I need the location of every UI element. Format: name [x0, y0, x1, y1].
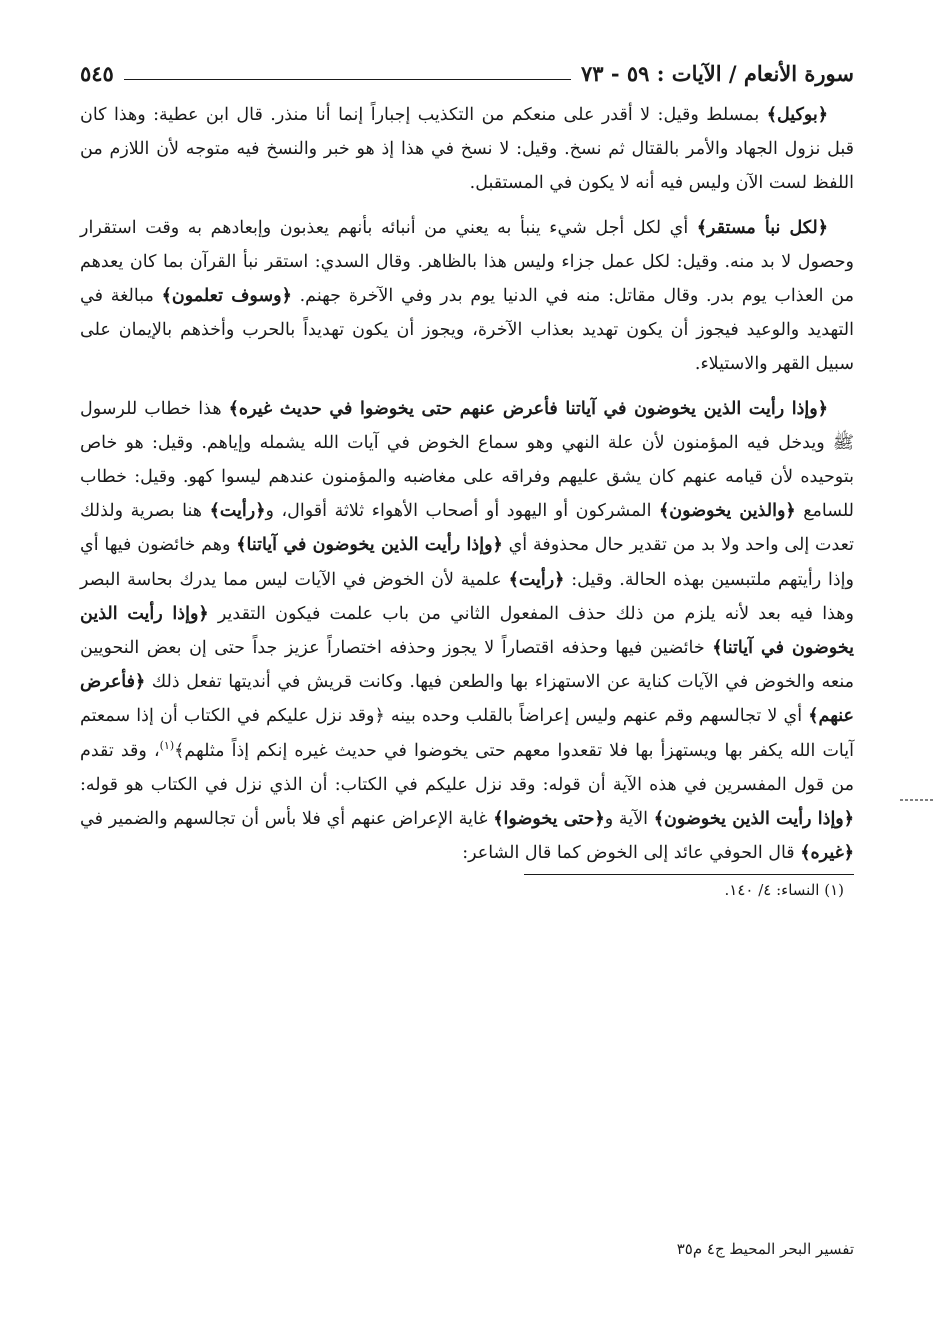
quranic-quote: ﴿رأيت﴾: [508, 569, 565, 590]
commentary-run: أي لكل أجل شيء ينبأ به يعني من أنبائه بأنهم يعذبون وإبعادهم به وقت استقرار وحصول لا بد منه. وقيل: لكل عمل جزاء وليس هذا بالظاهر. وقال السدي: استقر نبأ القرآن بما كان يعدهم من العذاب يوم بدر. وقال مقاتل: منه في الدنيا يوم بدر وفي الآخرة جهنم.: [80, 217, 854, 307]
margin-scan-mark: [900, 798, 934, 802]
footnotes: [80, 881, 854, 899]
quranic-quote: ﴿غيره﴾: [800, 843, 854, 864]
commentary-run: بمسلط وقيل: لا أقدر على منعكم من التكذيب إجباراً إنما أنا منذر. قال ابن عطية: وهذا كان قبل نزول الجهاد والأمر بالقتال ثم نسخ. وقيل: لا نسخ في هذا إذ هو خبر والنسخ فيه متوجه لأن اللازم من اللفظ لست الآن وليس فيه أنه لا يكون في المستقبل.: [80, 105, 854, 194]
quranic-quote: ﴿والذين يخوضون﴾: [659, 501, 796, 522]
quranic-quote: ﴿لكل نبأ مستقر﴾: [696, 217, 828, 238]
footnote-rule: [524, 874, 854, 875]
quranic-quote: ﴿وإذا رأيت الذين يخوضون في آياتنا﴾: [80, 603, 854, 659]
commentary-run: هذا خطاب للرسول ﷺ ويدخل فيه المؤمنون لأن علة النهي وهو سماع الخوض في آيات الله يشمله وإياهم. وقيل: هو خاص بتوحيده لأن قيامه عنهم كان يشق عليهم وفراقه على مغاضبه والمؤمنون عندهم ليسوا كهو. وقيل: خطاب للسامع: [80, 398, 854, 522]
quranic-quote: ﴿وسوف تعلمون﴾: [161, 286, 292, 307]
commentary-run: هنا بصرية ولذلك تعدت إلى واحد ولا بد من تقدير حال محذوفة أي: [80, 501, 854, 556]
commentary-run: أي لا تجالسهم وقم عنهم وليس إعراضاً بالقلب وحده بينه ﴿وقد نزل عليكم في الكتاب أن إذا سمعتم آيات الله يكفر بها ويستهزأ بها فلا تقعدوا معهم حتى يخوضوا في حديث غيره إنكم إذاً مثلهم﴾: [80, 706, 854, 761]
commentary-run: ، وقد تقدم من قول المفسرين في هذه الآية أن قوله: وقد نزل عليكم في الكتاب: أن الذي نزل في الكتاب هو قوله:: [80, 740, 854, 795]
paragraph: [80, 211, 854, 382]
commentary-text: [80, 98, 854, 870]
commentary-run: خائضين فيها وحذفه اقتصاراً لا يجوز وحذفه اختصاراً عزيز جداً حتى إن بعض النحويين منعه والخوض في الآيات كناية عن الاستهزاء بها والطعن فيها. وكانت قريش في أنديتها تفعل ذلك: [80, 638, 854, 693]
quranic-quote: ﴿وإذا رأيت الذين يخوضون﴾: [653, 809, 855, 830]
paragraph: [80, 98, 854, 201]
footnote-marker: (١): [159, 738, 175, 752]
commentary-run: وهم خائضون فيها أي وإذا رأيتهم ملتبسين بهذه الحالة. وقيل:: [80, 535, 854, 590]
quranic-quote: ﴿رأيت﴾: [209, 501, 266, 522]
book-page: [80, 56, 854, 899]
header-rule: [124, 79, 571, 80]
commentary-run: قال الحوفي عائد إلى الخوض كما قال الشاعر:: [462, 843, 801, 864]
commentary-run: غاية الإعراض عنهم أي فلا بأس أن تجالسهم والضمير في: [80, 809, 494, 830]
quranic-quote: ﴿حتى يخوضوا﴾: [493, 809, 605, 830]
commentary-run: المشركون أو اليهود أو أصحاب الأهواء ثلاثة أقوال، و: [265, 501, 660, 522]
paragraph: [80, 392, 854, 871]
quranic-quote: ﴿فأعرض عنهم﴾: [80, 672, 854, 727]
quranic-quote: ﴿وإذا رأيت الذين يخوضون في آياتنا﴾: [236, 535, 503, 556]
quranic-quote: ﴿وإذا رأيت الذين يخوضون في آياتنا فأعرض عنهم حتى يخوضوا في حديث غيره﴾: [228, 398, 828, 419]
commentary-run: الآية و: [604, 809, 654, 830]
commentary-run: مبالغة في التهديد والوعيد فيجوز أن يكون تهديد بعذاب الآخرة، ويجوز أن يكون تهديداً بالحرب وأخذهم بالإيمان على سبيل القهر والاستيلاء.: [80, 286, 854, 375]
surah-title: سورة الأنعام / الآيات : ٥٩ - ٧٣: [580, 61, 854, 86]
book-signature: تفسير البحر المحيط ج٤ م٣٥: [676, 1240, 854, 1258]
running-header: [80, 56, 854, 86]
commentary-run: علمية لأن الخوض في الآيات ليس مما يدرك بحاسة البصر وهذا فيه بعد لأنه يلزم من ذلك حذف المفعول الثاني من باب علمت فيكون التقدير: [80, 569, 854, 624]
page-number: ٥٤٥: [80, 61, 114, 86]
footnote: (١) النساء: ٤/ ١٤٠.: [724, 881, 844, 900]
quranic-quote: ﴿بوكيل﴾: [766, 105, 828, 125]
